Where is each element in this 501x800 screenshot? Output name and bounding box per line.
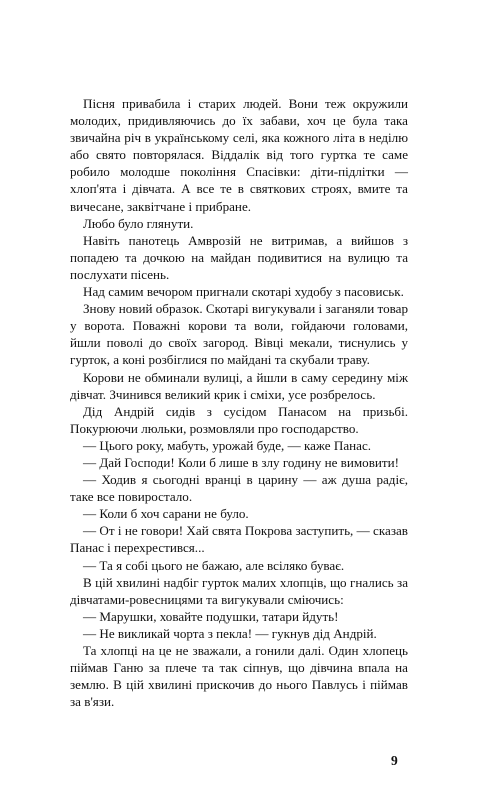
dialogue-line: — Марушки, ховайте подушки, татари йдуть! [83,608,339,624]
dialogue-line: — Не викликай чорта з пекла! — гукнув дід Андрій. [83,625,377,641]
dialogue-line: — Дай Господи! Коли б лише в злу годину не вимовити! [83,454,399,470]
paragraph: Над самим вечором пригнали скотарі худобу з пасовиськ. [83,284,404,300]
dialogue-line: — От і не говори! Хай свята Покрова заступить, — сказав Панас і перехрестився... [70,523,408,556]
paragraph: Та хлопці на це не зважали, а гонили далі. Один хлопець піймав Ганю за плече та так сіпнув, що дівчина впала на землю. В цій хвилині прискочив до нього Павлусь і піймав за в'язи. [70,643,408,710]
paragraph: Дід Андрій сидів з сусідом Панасом на призьбі. Покурюючи люльки, розмовляли про господарство. [70,403,408,436]
paragraph: Корови не обминали вулиці, а йшли в саму середину між дівчат. Зчинився великий крик і сміхи, усе розбрелось. [70,369,408,402]
paragraph: Навіть панотець Амврозій не витримав, а вийшов з попадею та дочкою на майдан подивитися на вулицю та послухати пісень. [70,232,408,282]
paragraph: В цій хвилині надбіг гурток малих хлопців, що гнались за дівчатами-ровесницями та вигукували сміючись: [70,574,408,607]
dialogue-line: — Цього року, мабуть, урожай буде, — каже Панас. [83,437,372,453]
paragraph: Любо було глянути. [83,215,194,231]
dialogue-line: — Ходив я сьогодні вранці в царину — аж душа радіє, таке все повиростало. [70,472,408,505]
dialogue-line: — Та я собі цього не бажаю, але всіляко буває. [83,557,345,573]
dialogue-line: — Коли б хоч сарани не було. [83,506,249,522]
paragraph: Знову новий образок. Скотарі вигукували і заганяли товар у ворота. Поважні корови та воли, гойдаючи головами, йшли повoлі до своїх загород. Вівці мекали, тиснулись у гурток, а коні розбіглися по майдані та скубали траву. [70,301,408,368]
page-body-text [70,95,408,710]
page-number: 9 [391,753,398,768]
paragraph: Пісня привабила і старих людей. Вони теж окружили молодих, придивляючись до їх забави, хоч це була така звичайна річ в українському селі, яка кожного літа в неділю або свято повторялася. Віддалік від того гуртка те саме робило молодше покоління Спасівки: діти-підлітки — хлоп'ята і дівчата. А все те в святкових строях, вмите та вичесане, заквітчане і прибране. [70,96,408,214]
